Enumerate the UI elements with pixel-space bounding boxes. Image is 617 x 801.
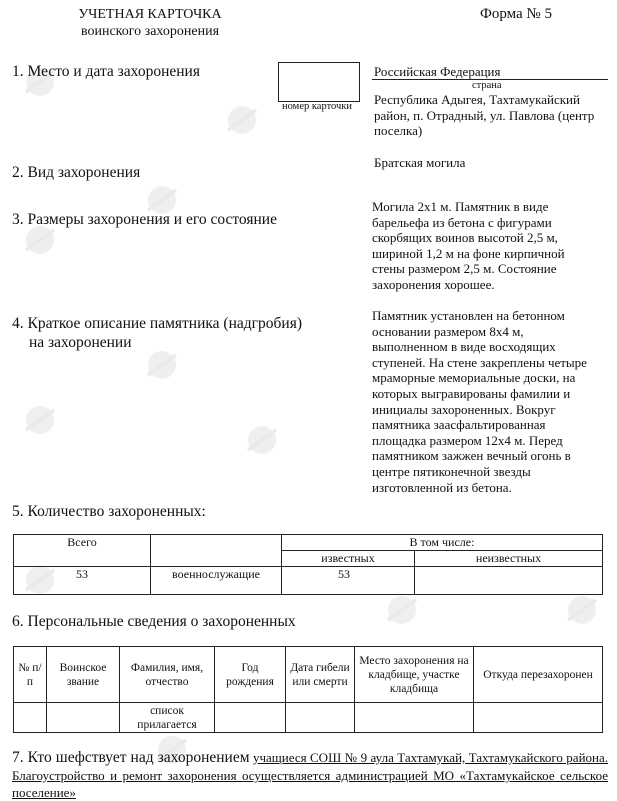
personal-header-rank: Воинское звание (47, 647, 120, 703)
personal-table (13, 646, 603, 733)
personal-cell (215, 703, 286, 733)
section-2-label: 2. Вид захоронения (12, 164, 141, 181)
personal-cell (14, 703, 47, 733)
count-incl-header: В том числе: (282, 535, 603, 551)
count-unknown-value (415, 567, 603, 595)
personal-cell (355, 703, 474, 733)
section-5-label: 5. Количество захороненных: (12, 503, 206, 520)
section-4-label (12, 314, 302, 352)
watermark-stamp (560, 590, 604, 630)
personal-header-from: Откуда перезахоронен (474, 647, 603, 703)
watermark-stamp (240, 420, 284, 460)
count-unknown-header: неизвестных (415, 551, 603, 567)
personal-header-place: Место захоронения на кладбище, участке кладбища (355, 647, 474, 703)
country-value: Российская Федерация (374, 64, 501, 79)
card-title (60, 6, 240, 40)
count-category-header (151, 535, 282, 567)
personal-cell (286, 703, 355, 733)
card-number-label: номер карточки (282, 101, 352, 112)
section-7-label: 7. Кто шефствует над захоронением (12, 749, 250, 766)
patron-value: учащиеся СОШ № 9 аула Тахтамукай, Тахтамукайского района. Благоустройство и ремонт захоронения осуществляется администрацией МО «Тахтамукайское сельское поселение» (12, 750, 609, 800)
country-caption: страна (472, 80, 502, 91)
section-3-label: 3. Размеры захоронения и его состояние (12, 211, 277, 228)
section-7 (12, 748, 608, 801)
card-title-line1: УЧЕТНАЯ КАРТОЧКА (78, 7, 222, 22)
count-total-value: 53 (14, 567, 151, 595)
section-4-label-line1: 4. Краткое описание памятника (надгробия) (12, 315, 302, 332)
personal-header-num: № п/п (14, 647, 47, 703)
section-1-label: 1. Место и дата захоронения (12, 63, 200, 80)
section-4-label-line2: на захоронении (29, 334, 132, 351)
personal-header-birth: Год рождения (215, 647, 286, 703)
count-table (13, 534, 603, 595)
card-title-line2: воинского захоронения (80, 24, 220, 39)
personal-header-name: Фамилия, имя, отчество (120, 647, 215, 703)
monument-value: Памятник установлен на бетонном основании размером 8х4 м, выполненном в виде восходящих ступеней. На стене закреплены четыре мраморные мемориальные доски, на которых выгравированы фамилии и инициалы захороненных. Вокруг памятника заасфальтированная площадка размером 12х4 м. Перед памятником зажжен вечный огонь в центре пятиконечной звезды изготовленной из бетона. (372, 308, 587, 495)
watermark-stamp (18, 400, 62, 440)
form-number: Форма № 5 (480, 6, 552, 22)
burial-type-value: Братская могила (374, 155, 466, 170)
card-number-box[interactable] (278, 62, 360, 102)
watermark-stamp (380, 590, 424, 630)
watermark-stamp (220, 100, 264, 140)
count-total-header: Всего (14, 535, 151, 567)
personal-header-death: Дата гибели или смерти (286, 647, 355, 703)
address-value: Республика Адыгея, Тахтамукайский район, п. Отрадный, ул. Павлова (центр поселка) (374, 92, 595, 139)
size-state-value: Могила 2х1 м. Памятник в виде барельефа из бетона с фигурами скорбящих воинов высотой 2,5 м, шириной 1,2 м на фоне кирпичной стены размером 2,5 м. Состояние захоронения хорошее. (372, 199, 565, 292)
personal-cell-list-note: список прилагается (120, 703, 215, 733)
count-known-header: известных (282, 551, 415, 567)
count-known-value: 53 (282, 567, 415, 595)
personal-cell (47, 703, 120, 733)
personal-cell (474, 703, 603, 733)
section-6-label: 6. Персональные сведения о захороненных (12, 613, 296, 630)
count-category-value: военнослужащие (151, 567, 282, 595)
